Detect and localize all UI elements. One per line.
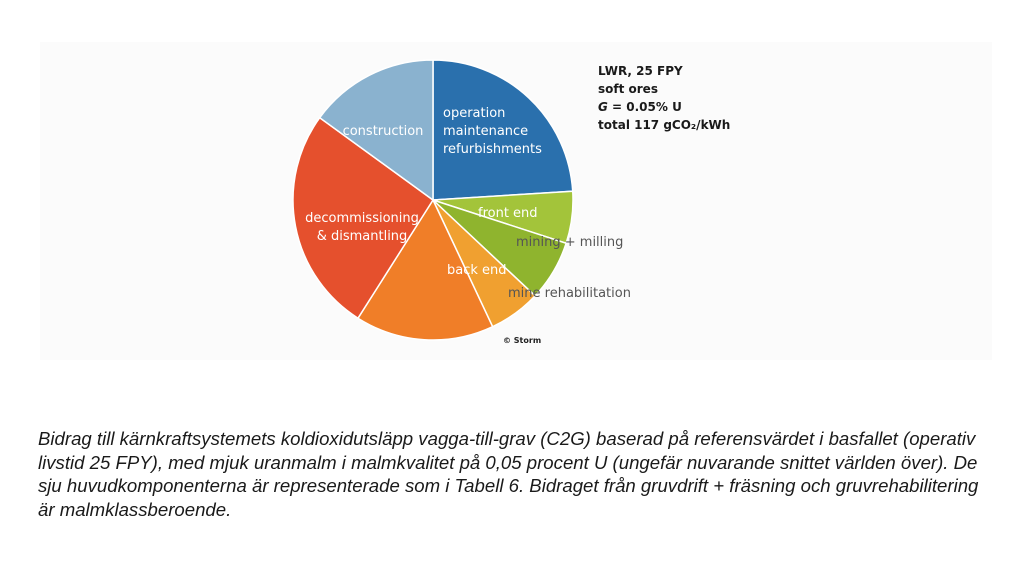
info-ore-grade-value: = 0.05% U — [607, 100, 682, 114]
slice-label-front-end — [478, 206, 538, 221]
info-ore-grade-symbol: G — [598, 100, 608, 114]
slice-label-mining-milling — [516, 235, 623, 250]
slice-label-mine-rehabilitation — [508, 286, 631, 301]
figure-caption: Bidrag till kärnkraftsystemets koldioxidutsläpp vagga-till-grav (C2G) baserad på referensvärdet i basfallet (operativ livstid 25 FPY), med mjuk uranmalm i malmkvalitet på 0,05 procent U (ungefär nuvarande snittet världen över). De sju huvudkomponenterna är representerade som i Tabell 6. Bidraget från gruvdrift + fräsning och gruvrehabilitering är malmklassberoende. — [38, 428, 979, 520]
copyright-note: © Storm — [503, 336, 542, 345]
slice-label-line: construction — [342, 124, 424, 139]
slice-label-line: mining + milling — [516, 235, 624, 250]
info-reactor: LWR, 25 FPY — [598, 64, 683, 78]
slice-label-line: operation — [443, 106, 506, 121]
info-ore-type: soft ores — [598, 82, 658, 96]
slice-label-line: mine rehabilitation — [508, 286, 631, 301]
slice-label-line: decommissioning — [305, 211, 419, 226]
slice-label-line: back end — [447, 263, 507, 278]
info-ore-grade — [598, 100, 682, 114]
slice-label-line: front end — [478, 206, 538, 221]
slice-label-construction — [343, 124, 424, 139]
slice-label-line: & dismantling — [316, 229, 408, 244]
slice-label-line: maintenance — [443, 124, 529, 139]
slice-label-back-end — [447, 263, 507, 278]
info-total: total 117 gCO₂/kWh — [598, 118, 731, 132]
slice-label-line: refurbishments — [443, 142, 542, 157]
